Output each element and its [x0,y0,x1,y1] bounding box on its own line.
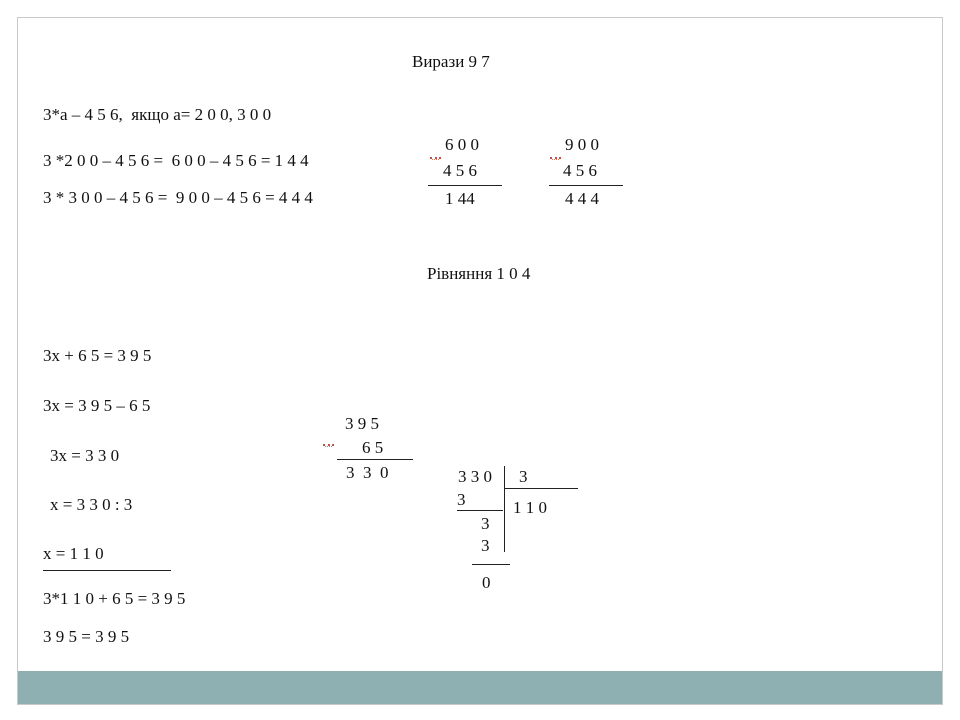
result-line [428,185,502,186]
subtrahend: 6 5 [362,438,384,457]
check-line-2: 3 9 5 = 3 9 5 [43,627,130,646]
minuend: 3 9 5 [345,414,379,433]
equation-step-3: 3х = 3 3 0 [50,446,120,465]
difference: 1 44 [445,189,475,208]
equation-step-4: х = 3 3 0 : 3 [50,495,133,514]
difference: 4 4 4 [565,189,599,208]
minuend: 6 0 0 [445,135,479,154]
equation-step-1: 3х + 6 5 = 3 9 5 [43,346,152,365]
difference: 3 3 0 [346,463,389,482]
division-bracket-horizontal [504,488,578,489]
second-sub-line [472,564,510,565]
division-bracket-vertical [504,466,505,552]
answer-underline [43,570,171,571]
section-title-expressions: Вирази 9 7 [412,52,490,71]
brought-down-digit: 3 [481,514,490,533]
second-subtrahend: 3 [481,536,490,555]
subtrahend: 4 5 6 [563,161,597,180]
subtrahend: 4 5 6 [443,161,477,180]
result-line [337,459,413,460]
first-subtrahend: 3 [457,490,466,509]
result-line [549,185,623,186]
divisor: 3 [519,467,528,486]
quotient: 1 1 0 [513,498,547,517]
expression-task: 3*а – 4 5 6, якщо а= 2 0 0, 3 0 0 [43,105,272,124]
first-sub-line [457,510,503,511]
dividend: 3 3 0 [458,467,492,486]
minuend: 9 0 0 [565,135,599,154]
check-line-1: 3*1 1 0 + 6 5 = 3 9 5 [43,589,186,608]
expression-line-1: 3 *2 0 0 – 4 5 6 = 6 0 0 – 4 5 6 = 1 4 4 [43,151,309,170]
equation-answer: х = 1 1 0 [43,544,104,563]
remainder: 0 [482,573,491,592]
expression-line-2: 3 * 3 0 0 – 4 5 6 = 9 0 0 – 4 5 6 = 4 4 4 [43,188,313,207]
section-title-equation: Рівняння 1 0 4 [427,264,531,283]
footer-bar [18,671,942,704]
equation-step-2: 3х = 3 9 5 – 6 5 [43,396,151,415]
